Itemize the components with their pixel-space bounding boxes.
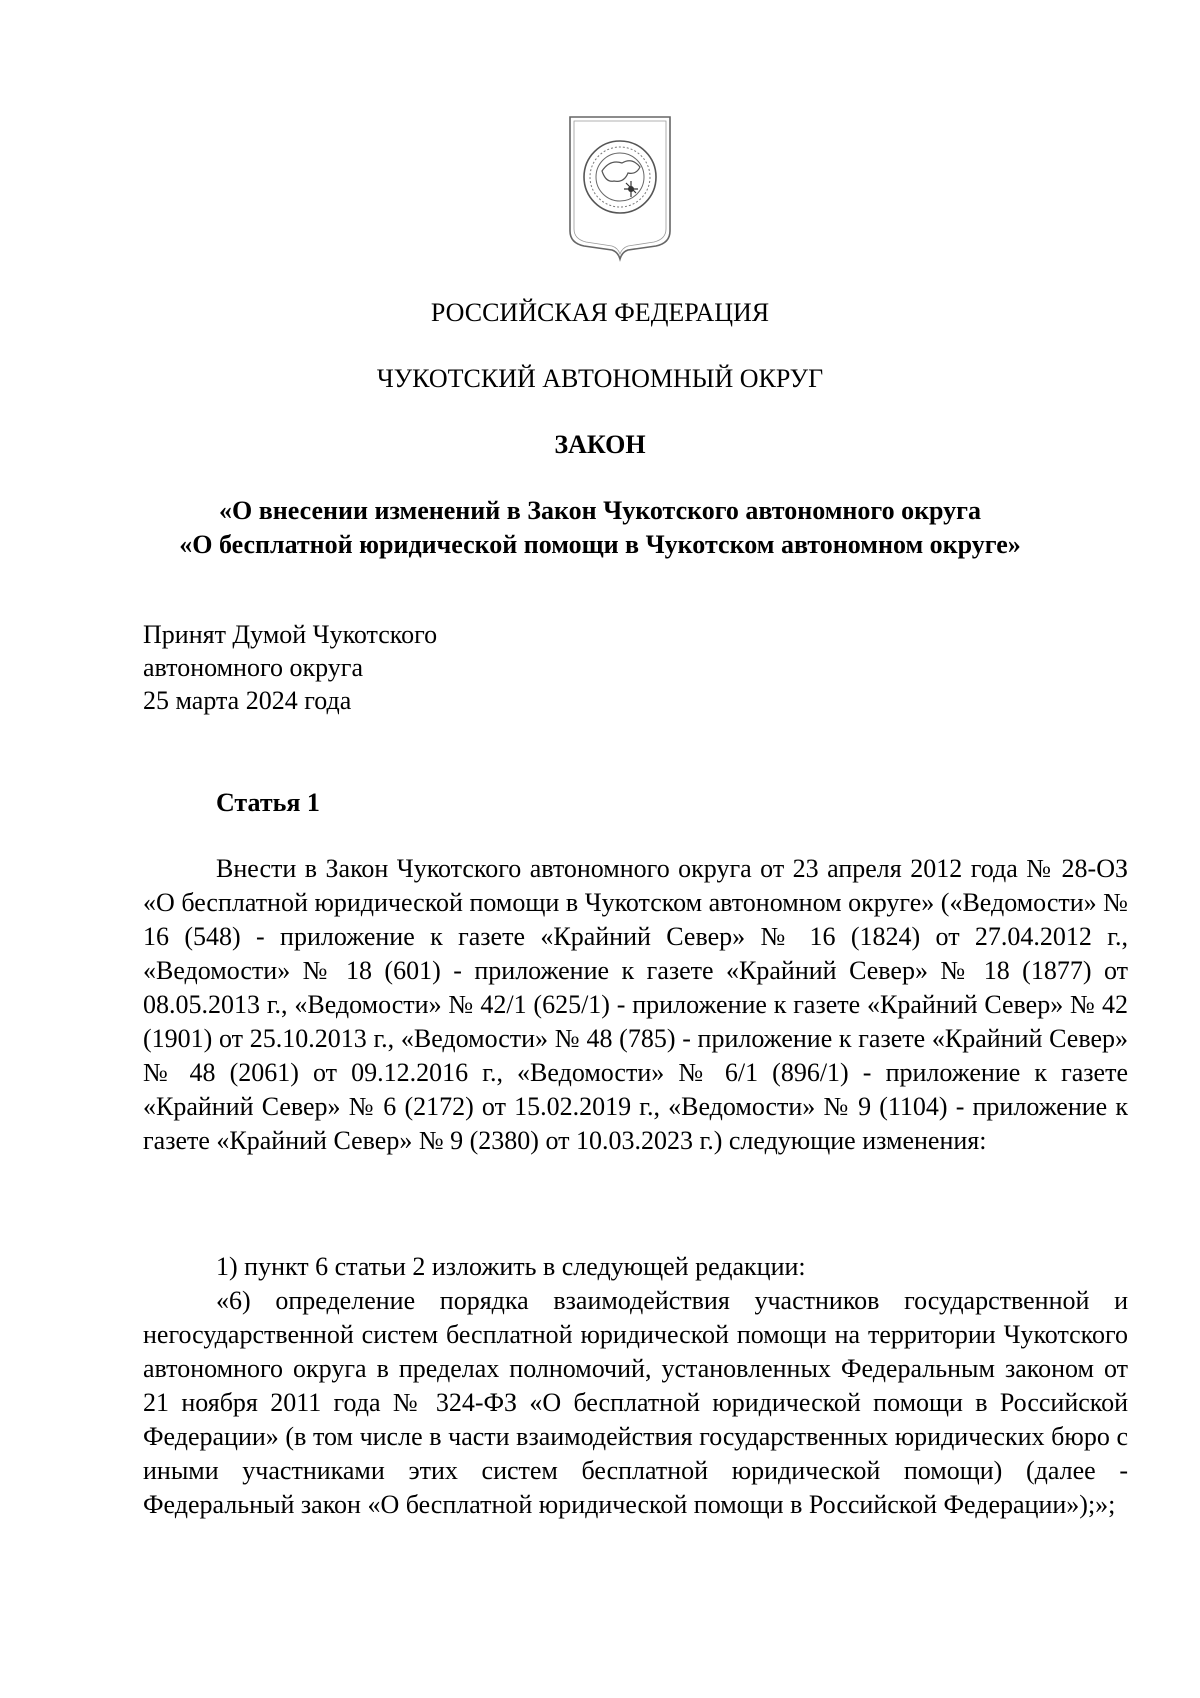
law-title-line-2: «О бесплатной юридической помощи в Чукотском автономном округе» <box>179 530 1021 559</box>
adoption-line-1: Принят Думой Чукотского <box>143 620 438 649</box>
document-type-heading: ЗАКОН <box>554 430 646 459</box>
adoption-info <box>143 618 643 717</box>
coat-of-arms-emblem <box>566 113 674 263</box>
article-1-item-1: 1) пункт 6 статьи 2 изложить в следующей редакции: <box>216 1252 806 1281</box>
region-heading: ЧУКОТСКИЙ АВТОНОМНЫЙ ОКРУГ <box>376 364 824 393</box>
article-1-title: Статья 1 <box>216 788 320 817</box>
country-heading: РОССИЙСКАЯ ФЕДЕРАЦИЯ <box>430 298 770 327</box>
law-title-line-1: «О внесении изменений в Закон Чукотского автономного округа <box>219 496 981 525</box>
adoption-line-2: автономного округа <box>143 653 363 682</box>
adoption-date: 25 марта 2024 года <box>143 686 352 715</box>
article-1-intro-paragraph: Внести в Закон Чукотского автономного округа от 23 апреля 2012 года № 28-ОЗ «О бесплатной юридической помощи в Чукотском автономном округе» («Ведомости» № 16 (548) - приложение к газете «Крайний Север» № 16 (1824) от 27.04.2012 г., «Ведомости» № 18 (601) - приложение к газете «Крайний Север» № 18 (1877) от 08.05.2013 г., «Ведомости» № 42/1 (625/1) - приложение к газете «Крайний Север» № 42 (1901) от 25.10.2013 г., «Ведомости» № 48 (785) - приложение к газете «Крайний Север» № 48 (2061) от 09.12.2016 г., «Ведомости» № 6/1 (896/1) - приложение к газете «Крайний Север» № 6 (2172) от 15.02.2019 г., «Ведомости» № 9 (1104) - приложение к газете «Крайний Север» № 9 (2380) от 10.03.2023 г.) следующие изменения: <box>143 854 1128 1155</box>
article-1-item-1-text: «6) определение порядка взаимодействия участников государственной и негосударственной систем бесплатной юридической помощи на территории Чукотского автономного округа в пределах полномочий, установленных Федеральным законом от 21 ноября 2011 года № 324-ФЗ «О бесплатной юридической помощи в Российской Федерации» (в том числе в части взаимодействия государственных юридических бюро с иными участниками этих систем бесплатной юридической помощи) (далее - Федеральный закон «О бесплатной юридической помощи в Российской Федерации»);»; <box>143 1286 1128 1519</box>
